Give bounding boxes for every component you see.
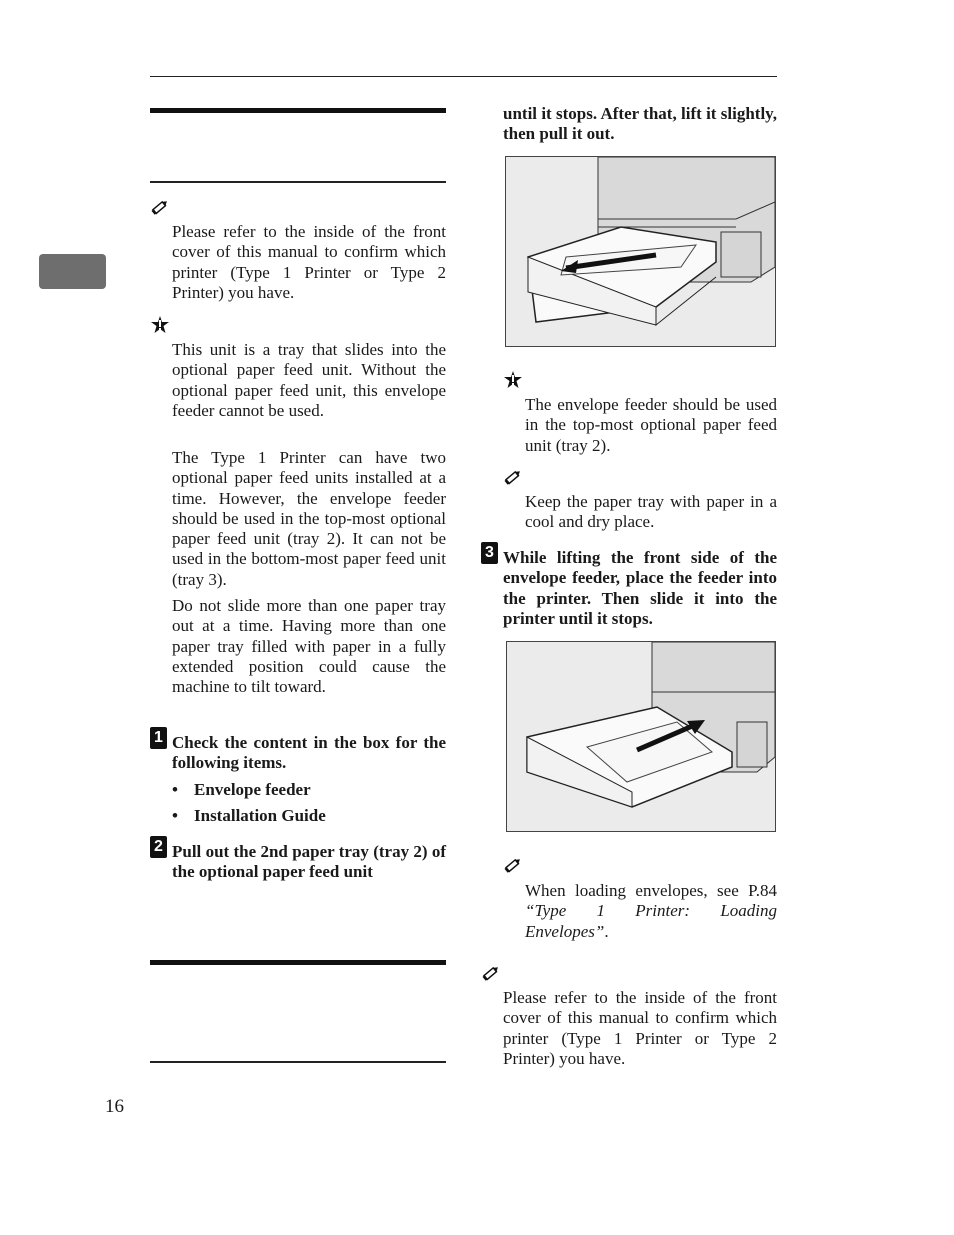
section-rule-bottom-2 [150,1061,446,1063]
pencil-note-icon [150,197,170,217]
chapter-tab [39,254,106,289]
pencil-note-icon [503,855,523,875]
list-item-label: Envelope feeder [194,780,311,799]
section-rule-bottom [150,181,446,183]
step-text-1: Check the content in the box for the following items. [172,733,446,773]
tray-insert-illustration [506,641,776,832]
list-item: • Envelope feeder [172,780,311,799]
section-rule-top-2 [150,960,446,965]
note-text-2: Keep the paper tray with paper in a cool and dry place. [525,492,777,532]
header-rule [150,76,777,77]
pencil-note-icon [481,963,501,983]
important-text-3: Do not slide more than one paper tray out at a time. Having more than one paper tray filled with paper in a fully extended position could cause the machine to tilt toward. [172,596,446,697]
step-number-1: 1 [150,727,167,749]
important-text-4: The envelope feeder should be used in the top-most optional paper feed unit (tray 2). [525,395,777,455]
page-number: 16 [105,1096,124,1117]
pencil-note-icon [503,467,523,487]
step-text-2: Pull out the 2nd paper tray (tray 2) of the optional paper feed unit [172,842,446,882]
exclamation-important-icon [503,370,523,390]
important-text-2: The Type 1 Printer can have two optional paper feed units installed at a time. However, the envelope feeder should be used in the top-most optional paper feed unit (tray 2). It can not be used in the bottom-most paper feed unit (tray 3). [172,448,446,589]
note-text-3-tail: . [604,921,609,941]
step-number-2: 2 [150,836,167,858]
note-text-1: Please refer to the inside of the front cover of this manual to confirm which printer (Type 1 Printer or Type 2 Printer) you have. [172,222,446,302]
step-text-2-continued: until it stops. After that, lift it slightly, then pull it out. [503,104,777,144]
note-text-3-lead: When loading envelopes, see P.84 [525,881,777,900]
section-rule-top [150,108,446,113]
important-text-1: This unit is a tray that slides into the optional paper feed unit. Without the optional paper feed unit, this envelope feeder cannot be used. [172,340,446,420]
note-text-4: Please refer to the inside of the front cover of this manual to confirm which printer (Type 1 Printer or Type 2 Printer) you have. [503,988,777,1068]
cross-reference-link[interactable]: “Type 1 Printer: Loading Envelopes” [525,901,777,941]
list-item: • Installation Guide [172,806,326,825]
step-text-3: While lifting the front side of the envelope feeder, place the feeder into the printer. Then slide it into the printer until it stops. [503,548,777,628]
exclamation-important-icon [150,315,170,335]
list-item-label: Installation Guide [194,806,326,825]
step-number-3: 3 [481,542,498,564]
tray-pull-out-illustration [505,156,776,347]
note-text-3 [525,881,777,942]
